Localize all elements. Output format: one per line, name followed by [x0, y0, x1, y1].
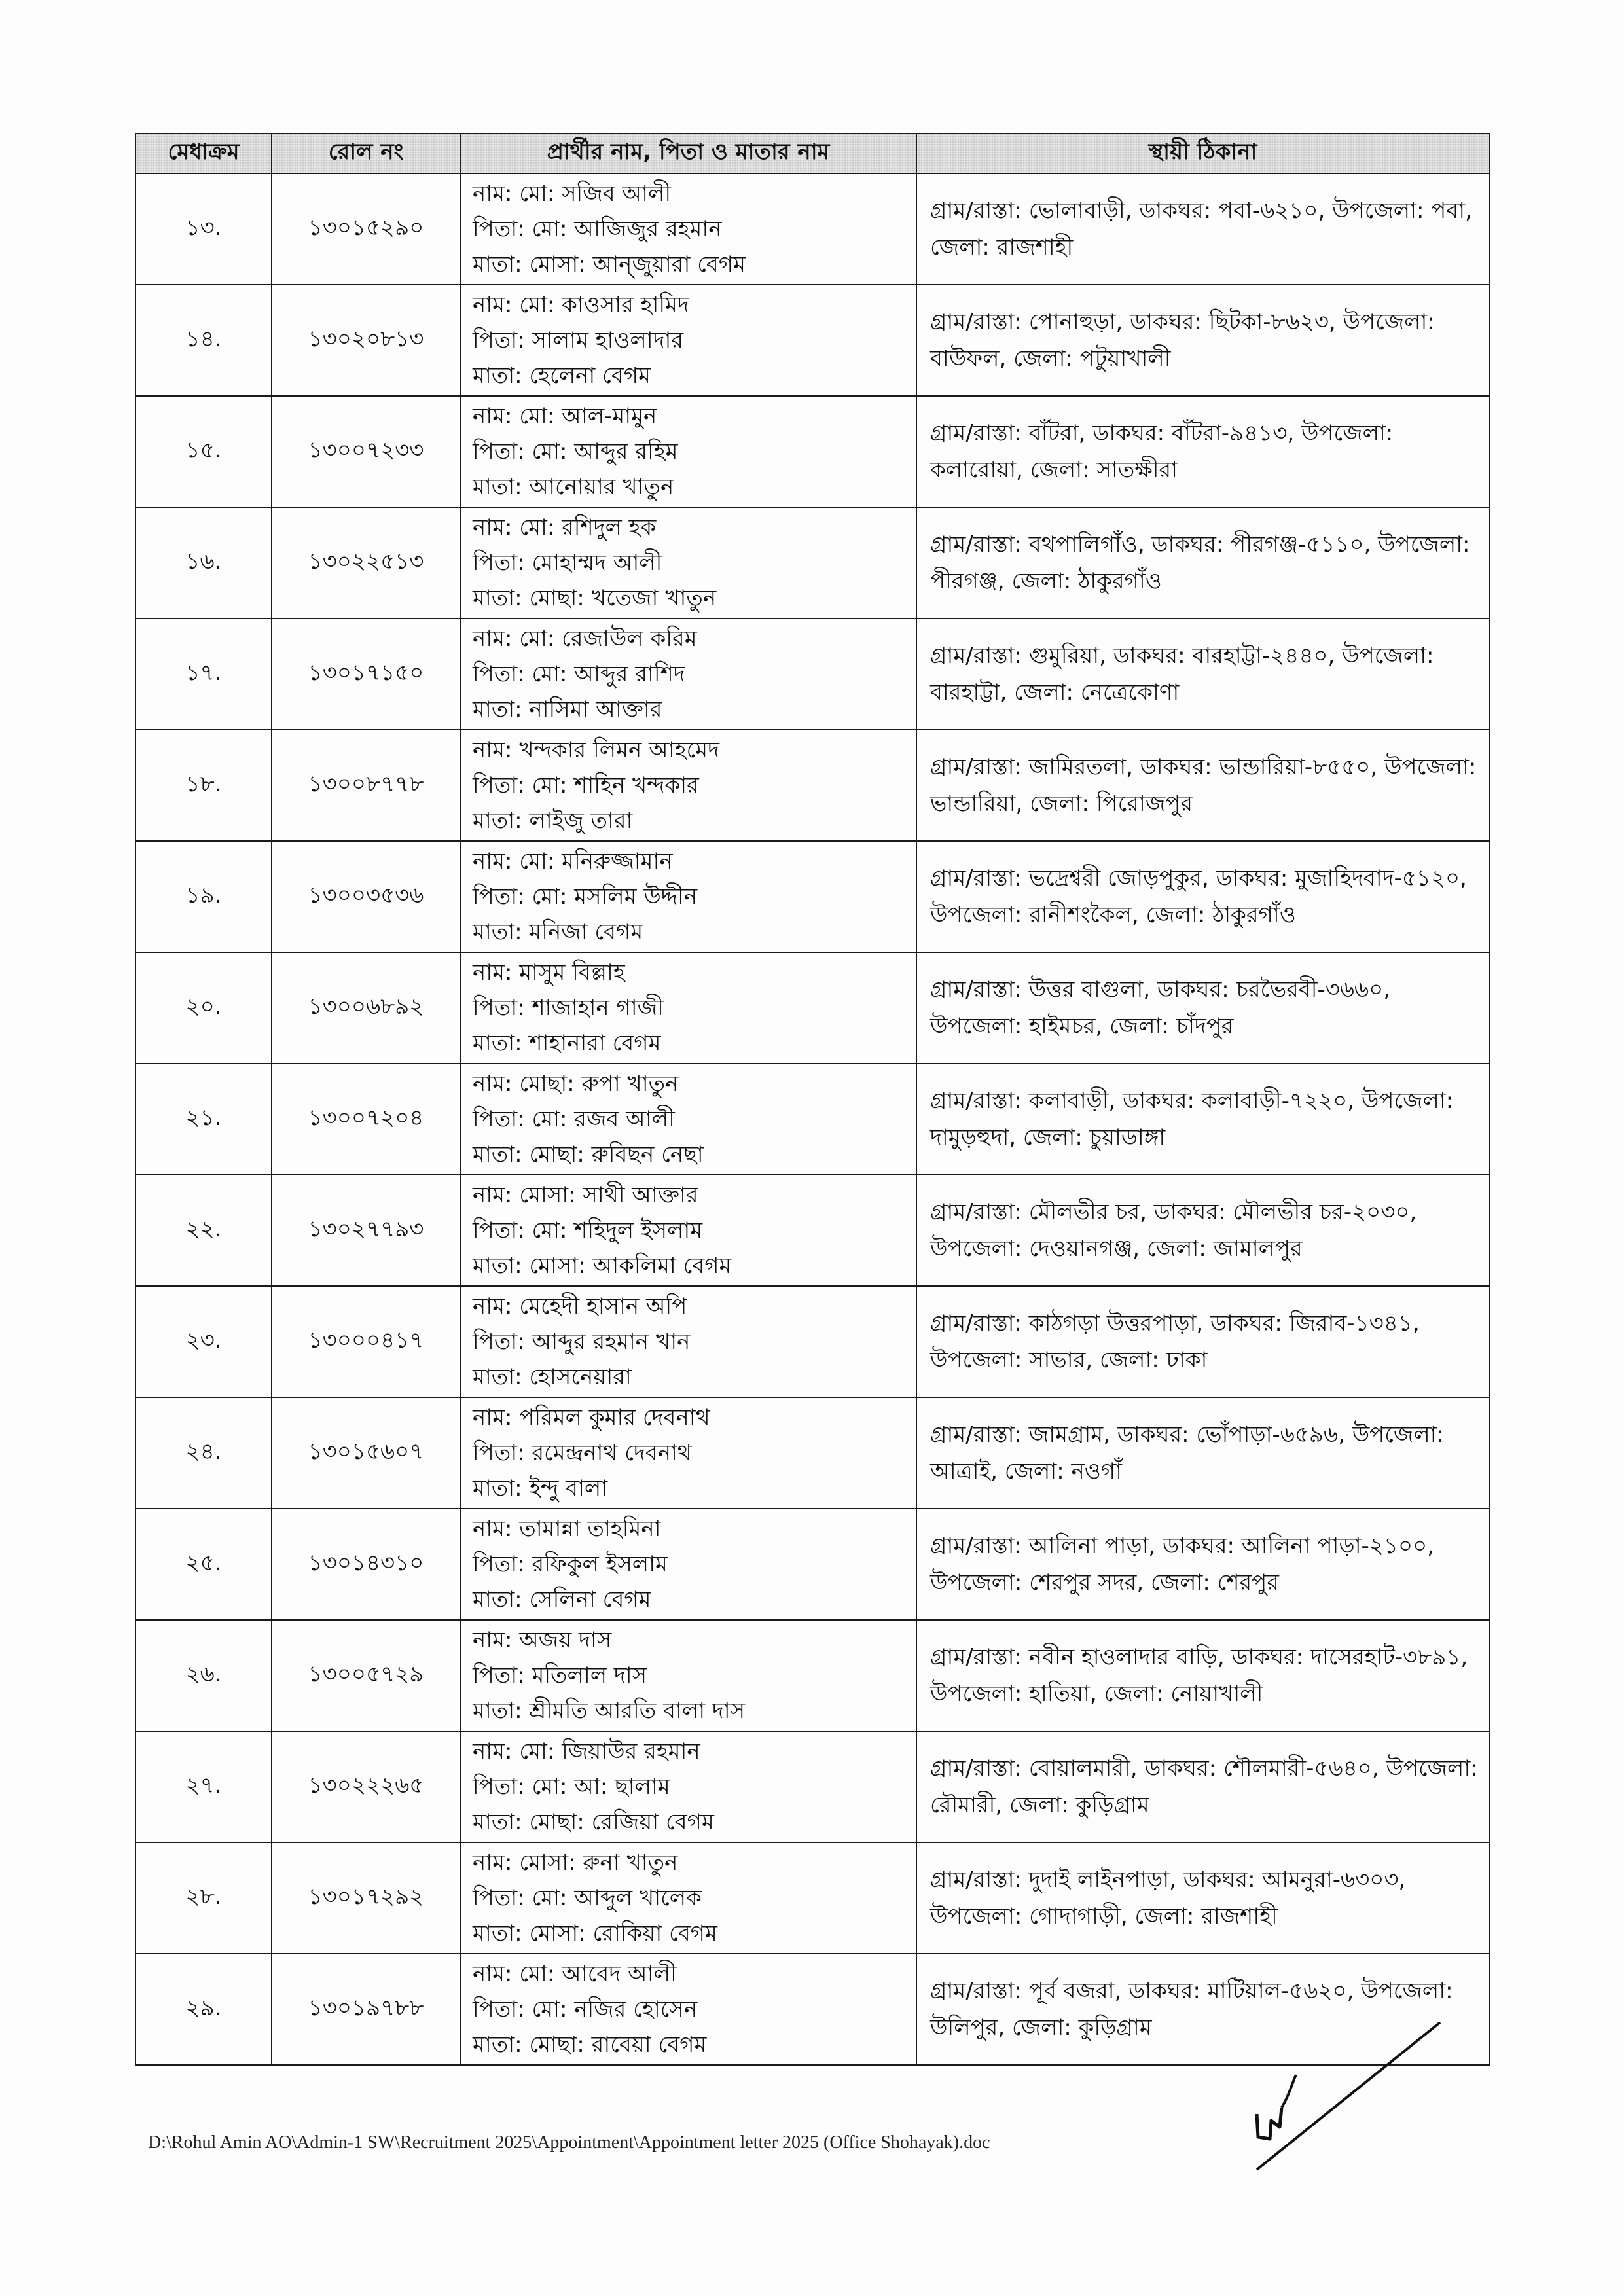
candidate-names-cell — [460, 1731, 916, 1842]
roll-number: ১৩০০৫৭২৯ — [308, 1660, 424, 1687]
candidate-names-cell — [460, 285, 916, 396]
candidate-name: নাম: খন্দকার লিমন আহমেদ — [473, 737, 720, 763]
roll-no-cell — [272, 173, 460, 285]
permanent-address-cell — [916, 1620, 1489, 1731]
candidate-name: নাম: অজয় দাস — [473, 1627, 612, 1653]
roll-number: ১৩০১৫৬০৭ — [308, 1438, 424, 1465]
father-name: পিতা: মো: আ: ছালাম — [473, 1774, 670, 1800]
candidate-names-cell — [460, 1064, 916, 1175]
father-name: পিতা: আব্দুর রহমান খান — [473, 1329, 691, 1355]
table-row — [135, 1620, 1489, 1731]
permanent-address: গ্রাম/রাস্তা: নবীন হাওলাদার বাড়ি, ডাকঘর: দাসেরহাট-৩৮৯১, উপজেলা: হাতিয়া, জেলা: নোয়াখালী — [930, 1644, 1468, 1707]
roll-no-cell — [272, 1286, 460, 1397]
merit-serial-cell — [135, 1397, 272, 1509]
roll-number: ১৩০১৯৭৮৮ — [308, 1994, 424, 2021]
permanent-address: গ্রাম/রাস্তা: জামগ্রাম, ডাকঘর: ভোঁপাড়া-৬৫৯৬, উপজেলা: আত্রাই, জেলা: নওগাঁ — [930, 1422, 1444, 1484]
merit-serial-cell — [135, 952, 272, 1064]
permanent-address: গ্রাম/রাস্তা: দুদাই লাইনপাড়া, ডাকঘর: আমনুরা-৬৩০৩, উপজেলা: গোদাগাড়ী, জেলা: রাজশাহী — [930, 1867, 1406, 1929]
permanent-address-cell — [916, 730, 1489, 841]
mother-name: মাতা: শাহানারা বেগম — [473, 1030, 661, 1056]
candidate-names-cell — [460, 952, 916, 1064]
merit-serial-cell — [135, 173, 272, 285]
mother-name: মাতা: মোছা: খতেজা খাতুন — [473, 585, 717, 611]
candidate-names-cell — [460, 507, 916, 619]
merit-serial: ২১. — [185, 1104, 222, 1131]
father-name: পিতা: মো: নজির হোসেন — [473, 1996, 698, 2022]
merit-serial-cell — [135, 1509, 272, 1620]
roll-no-cell — [272, 1397, 460, 1509]
header-permanent-address: স্থায়ী ঠিকানা — [916, 134, 1489, 173]
merit-serial-cell — [135, 841, 272, 952]
permanent-address-cell — [916, 1509, 1489, 1620]
candidate-name: নাম: মো: মনিরুজ্জামান — [473, 848, 673, 874]
merit-serial-cell — [135, 1954, 272, 2065]
merit-serial: ২২. — [185, 1215, 222, 1242]
permanent-address-cell — [916, 841, 1489, 952]
roll-no-cell — [272, 1620, 460, 1731]
permanent-address-cell — [916, 1175, 1489, 1286]
table-row — [135, 1842, 1489, 1954]
permanent-address: গ্রাম/রাস্তা: আলিনা পাড়া, ডাকঘর: আলিনা পাড়া-২১০০, উপজেলা: শেরপুর সদর, জেলা: শেরপুর — [930, 1533, 1435, 1596]
merit-serial: ১৬. — [185, 548, 222, 575]
mother-name: মাতা: মোছা: রেজিয়া বেগম — [473, 1809, 714, 1835]
mother-name: মাতা: মোসা: আন্জুয়ারা বেগম — [473, 251, 746, 278]
candidate-names-cell — [460, 396, 916, 507]
table-row — [135, 730, 1489, 841]
candidate-name: নাম: মাসুম বিল্লাহ — [473, 960, 625, 986]
roll-no-cell — [272, 396, 460, 507]
candidate-names-cell — [460, 1842, 916, 1954]
candidate-names-cell — [460, 1175, 916, 1286]
permanent-address: গ্রাম/রাস্তা: বাঁটরা, ডাকঘর: বাঁটরা-৯৪১৩, উপজেলা: কলারোয়া, জেলা: সাতক্ষীরা — [930, 420, 1394, 483]
merit-serial: ১৮. — [185, 770, 222, 797]
candidate-name: নাম: মো: সজিব আলী — [473, 181, 672, 207]
header-candidate-names: প্রার্থীর নাম, পিতা ও মাতার নাম — [460, 134, 916, 173]
father-name: পিতা: সালাম হাওলাদার — [473, 327, 684, 353]
merit-serial-cell — [135, 619, 272, 730]
roll-number: ১৩০২২৫১৩ — [308, 548, 424, 575]
candidate-name: নাম: মো: রেজাউল করিম — [473, 626, 697, 652]
roll-no-cell — [272, 952, 460, 1064]
roll-number: ১৩০০৭২০৪ — [308, 1104, 424, 1131]
roll-no-cell — [272, 730, 460, 841]
merit-serial-cell — [135, 396, 272, 507]
permanent-address: গ্রাম/রাস্তা: গুমুরিয়া, ডাকঘর: বারহাট্টা-২৪৪০, উপজেলা: বারহাট্টা, জেলা: নেত্রেকোণা — [930, 643, 1434, 706]
candidate-name: নাম: মো: কাওসার হামিদ — [473, 292, 689, 318]
candidate-name: নাম: মোছা: রুপা খাতুন — [473, 1071, 679, 1097]
mother-name: মাতা: সেলিনা বেগম — [473, 1587, 651, 1613]
table-row — [135, 1731, 1489, 1842]
roll-number: ১৩০২০৮১৩ — [308, 325, 424, 352]
mother-name: মাতা: মোসা: আকলিমা বেগম — [473, 1253, 732, 1279]
roll-number: ১৩০১৭১৫০ — [308, 659, 424, 686]
father-name: পিতা: মো: আজিজুর রহমান — [473, 216, 722, 242]
roll-no-cell — [272, 619, 460, 730]
father-name: পিতা: মো: মসলিম উদ্দীন — [473, 884, 697, 910]
father-name: পিতা: শাজাহান গাজী — [473, 995, 664, 1021]
merit-serial: ১৫. — [185, 437, 222, 463]
mother-name: মাতা: নাসিমা আক্তার — [473, 696, 662, 723]
mother-name: মাতা: হেলেনা বেগম — [473, 363, 651, 389]
merit-serial-cell — [135, 285, 272, 396]
permanent-address-cell — [916, 1842, 1489, 1954]
merit-serial: ১৩. — [185, 214, 222, 241]
permanent-address: গ্রাম/রাস্তা: পোনাহুড়া, ডাকঘর: ছিটকা-৮৬২৩, উপজেলা: বাউফল, জেলা: পটুয়াখালী — [930, 309, 1435, 372]
permanent-address-cell — [916, 1286, 1489, 1397]
roll-number: ১৩০০৭২৩৩ — [308, 437, 424, 463]
candidate-name: নাম: তামান্না তাহমিনা — [473, 1516, 661, 1542]
candidate-name: নাম: মো: জিয়াউর রহমান — [473, 1738, 700, 1765]
candidate-name: নাম: মো: আল-মামুন — [473, 403, 657, 429]
roll-number: ১৩০০৮৭৭৮ — [308, 770, 424, 797]
permanent-address: গ্রাম/রাস্তা: কলাবাড়ী, ডাকঘর: কলাবাড়ী-৭২২০, উপজেলা: দামুড়হুদা, জেলা: চুয়াডাঙ্গা — [930, 1088, 1454, 1151]
permanent-address: গ্রাম/রাস্তা: ভদ্রেশ্বরী জোড়পুকুর, ডাকঘর: মুজাহিদবাদ-৫১২০, উপজেলা: রানীশংকৈল, জেলা: ঠাকুরগাঁও — [930, 865, 1467, 928]
candidate-name: নাম: মেহেদী হাসান অপি — [473, 1293, 687, 1319]
father-name: পিতা: মো: আব্দুর রাশিদ — [473, 661, 685, 687]
mother-name: মাতা: লাইজু তারা — [473, 808, 633, 834]
permanent-address: গ্রাম/রাস্তা: বথপালিগাঁও, ডাকঘর: পীরগঞ্জ-৫১১০, উপজেলা: পীরগঞ্জ, জেলা: ঠাকুরগাঁও — [930, 531, 1470, 594]
father-name: পিতা: মোহাম্মদ আলী — [473, 550, 662, 576]
merit-serial-cell — [135, 1620, 272, 1731]
mother-name: মাতা: হোসনেয়ারা — [473, 1364, 632, 1390]
merit-serial: ২৪. — [185, 1438, 222, 1465]
table-row — [135, 1064, 1489, 1175]
permanent-address-cell — [916, 1397, 1489, 1509]
permanent-address-cell — [916, 1064, 1489, 1175]
merit-serial: ২০. — [185, 993, 222, 1020]
father-name: পিতা: রমেন্দ্রনাথ দেবনাথ — [473, 1440, 692, 1466]
roll-number: ১৩০২২২৬৫ — [308, 1772, 424, 1799]
father-name: পিতা: মতিলাল দাস — [473, 1662, 647, 1689]
merit-serial-cell — [135, 1731, 272, 1842]
header-merit-serial: মেধাক্রম — [135, 134, 272, 173]
table-row — [135, 1286, 1489, 1397]
permanent-address-cell — [916, 952, 1489, 1064]
table-row — [135, 952, 1489, 1064]
footer-file-path: D:\Rohul Amin AO\Admin-1 SW\Recruitment 2025\Appointment\Appointment letter 2025 (Office Shohayak).doc — [148, 2132, 990, 2153]
mother-name: মাতা: মোছা: রাবেয়া বেগম — [473, 2032, 707, 2058]
table-row — [135, 1509, 1489, 1620]
father-name: পিতা: মো: আব্দুর রহিম — [473, 439, 678, 465]
merit-serial: ২৭. — [185, 1772, 222, 1799]
merit-serial-cell — [135, 1842, 272, 1954]
permanent-address: গ্রাম/রাস্তা: জামিরতলা, ডাকঘর: ভান্ডারিয়া-৮৫৫০, উপজেলা: ভান্ডারিয়া, জেলা: পিরোজপুর — [930, 754, 1477, 817]
candidate-names-cell — [460, 730, 916, 841]
permanent-address-cell — [916, 1731, 1489, 1842]
merit-serial-cell — [135, 730, 272, 841]
roll-no-cell — [272, 1842, 460, 1954]
father-name: পিতা: রফিকুল ইসলাম — [473, 1551, 668, 1577]
roll-number: ১৩০১৭২৯২ — [308, 1883, 424, 1910]
roll-no-cell — [272, 1731, 460, 1842]
roll-number: ১৩০০৩৫৩৬ — [308, 882, 424, 908]
merit-serial: ১৪. — [185, 325, 222, 352]
permanent-address-cell — [916, 285, 1489, 396]
mother-name: মাতা: ইন্দু বালা — [473, 1475, 608, 1501]
father-name: পিতা: মো: আব্দুল খালেক — [473, 1885, 702, 1911]
mother-name: মাতা: মোসা: রোকিয়া বেগম — [473, 1920, 717, 1946]
roll-number: ১৩০০০৪১৭ — [308, 1327, 424, 1354]
candidate-names-cell — [460, 1620, 916, 1731]
permanent-address-cell — [916, 396, 1489, 507]
roll-no-cell — [272, 285, 460, 396]
permanent-address-cell — [916, 619, 1489, 730]
candidate-names-cell — [460, 173, 916, 285]
roll-no-cell — [272, 1954, 460, 2065]
table-header-row — [135, 134, 1489, 173]
table-row — [135, 1397, 1489, 1509]
merit-serial-cell — [135, 1175, 272, 1286]
roll-no-cell — [272, 507, 460, 619]
permanent-address: গ্রাম/রাস্তা: বোয়ালমারী, ডাকঘর: শৌলমারী-৫৬৪০, উপজেলা: রৌমারী, জেলা: কুড়িগ্রাম — [930, 1755, 1478, 1818]
table-row — [135, 285, 1489, 396]
candidate-names-cell — [460, 1954, 916, 2065]
permanent-address-cell — [916, 507, 1489, 619]
roll-number: ১৩০১৫২৯০ — [308, 214, 424, 241]
roll-no-cell — [272, 1175, 460, 1286]
mother-name: মাতা: আনোয়ার খাতুন — [473, 474, 674, 500]
merit-serial: ২৮. — [185, 1883, 222, 1910]
table-row — [135, 173, 1489, 285]
table-row — [135, 507, 1489, 619]
roll-number: ১৩০২৭৭৯৩ — [308, 1215, 424, 1242]
roll-no-cell — [272, 841, 460, 952]
permanent-address: গ্রাম/রাস্তা: উত্তর বাগুলা, ডাকঘর: চরভৈরবী-৩৬৬০, উপজেলা: হাইমচর, জেলা: চাঁদপুর — [930, 977, 1391, 1039]
merit-serial: ২৯. — [185, 1994, 222, 2021]
candidate-names-cell — [460, 841, 916, 952]
permanent-address: গ্রাম/রাস্তা: কাঠগড়া উত্তরপাড়া, ডাকঘর: জিরাব-১৩৪১, উপজেলা: সাভার, জেলা: ঢাকা — [930, 1310, 1420, 1373]
permanent-address: গ্রাম/রাস্তা: পূর্ব বজরা, ডাকঘর: মাটিয়াল-৫৬২০, উপজেলা: উলিপুর, জেলা: কুড়িগ্রাম — [930, 1978, 1453, 2041]
merit-serial: ২৫. — [185, 1549, 222, 1576]
candidate-name: নাম: মোসা: সাথী আক্তার — [473, 1182, 698, 1208]
candidate-name: নাম: মো: রশিদুল হক — [473, 514, 657, 541]
permanent-address: গ্রাম/রাস্তা: ভোলাবাড়ী, ডাকঘর: পবা-৬২১০, উপজেলা: পবা, জেলা: রাজশাহী — [930, 198, 1472, 260]
candidate-name: নাম: মো: আবেদ আলী — [473, 1961, 677, 1987]
table-row — [135, 1175, 1489, 1286]
merit-serial-cell — [135, 1286, 272, 1397]
mother-name: মাতা: মোছা: রুবিছন নেছা — [473, 1141, 704, 1168]
father-name: পিতা: মো: শাহিন খন্দকার — [473, 772, 699, 798]
merit-serial: ১৭. — [185, 659, 222, 686]
candidate-names-cell — [460, 1286, 916, 1397]
table-row — [135, 619, 1489, 730]
merit-serial-cell — [135, 1064, 272, 1175]
permanent-address: গ্রাম/রাস্তা: মৌলভীর চর, ডাকঘর: মৌলভীর চর-২০৩০, উপজেলা: দেওয়ানগঞ্জ, জেলা: জামালপুর — [930, 1199, 1417, 1262]
header-roll-no: রোল নং — [272, 134, 460, 173]
merit-serial: ২৩. — [185, 1327, 222, 1354]
mother-name: মাতা: শ্রীমতি আরতি বালা দাস — [473, 1698, 746, 1724]
roll-number: ১৩০১৪৩১০ — [308, 1549, 424, 1576]
merit-serial: ২৬. — [185, 1660, 222, 1687]
candidate-table — [135, 133, 1490, 2066]
father-name: পিতা: মো: রজব আলী — [473, 1106, 675, 1132]
father-name: পিতা: মো: শহিদুল ইসলাম — [473, 1217, 703, 1244]
permanent-address-cell — [916, 173, 1489, 285]
table-row — [135, 396, 1489, 507]
merit-serial: ১৯. — [185, 882, 222, 908]
table-row — [135, 841, 1489, 952]
candidate-names-cell — [460, 1509, 916, 1620]
candidate-name: নাম: পরিমল কুমার দেবনাথ — [473, 1405, 710, 1431]
candidate-names-cell — [460, 619, 916, 730]
roll-no-cell — [272, 1064, 460, 1175]
merit-serial-cell — [135, 507, 272, 619]
roll-no-cell — [272, 1509, 460, 1620]
signature-icon — [1244, 2016, 1479, 2173]
candidate-names-cell — [460, 1397, 916, 1509]
mother-name: মাতা: মনিজা বেগম — [473, 919, 643, 945]
candidate-name: নাম: মোসা: রুনা খাতুন — [473, 1850, 678, 1876]
roll-number: ১৩০০৬৮৯২ — [308, 993, 424, 1020]
